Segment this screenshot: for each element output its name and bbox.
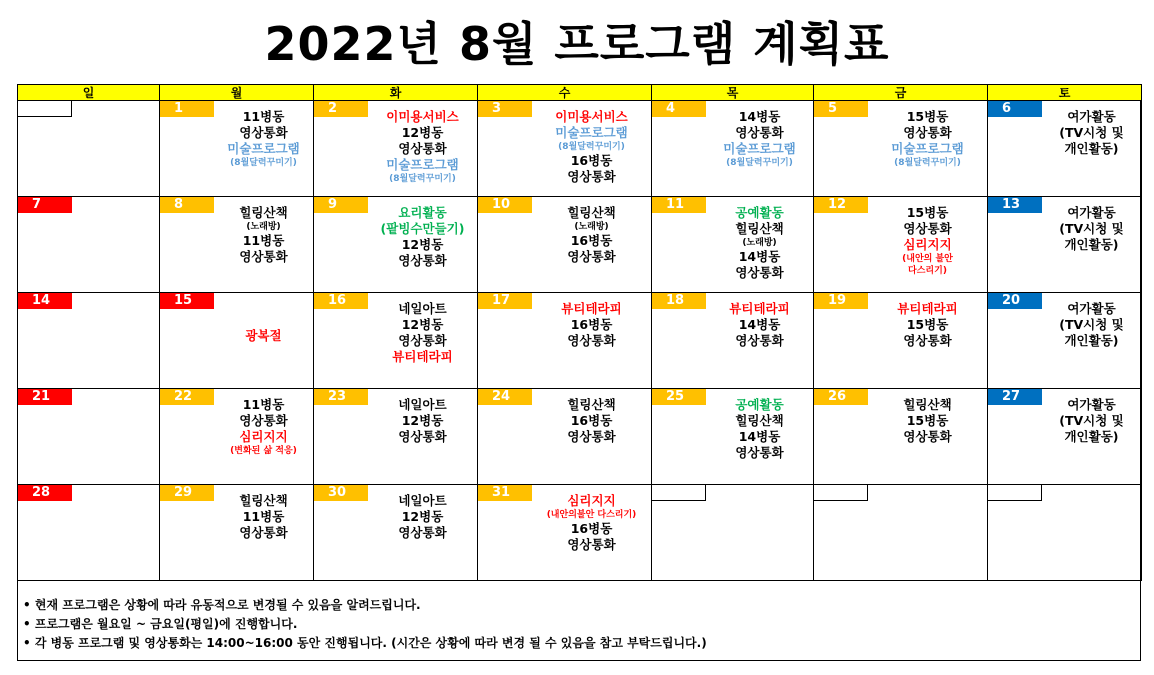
program-line: 뷰티테라피 — [729, 301, 790, 316]
program-line: 15병동 — [906, 109, 949, 124]
program-line: 미술프로그램 — [227, 141, 300, 156]
program-line: 힐링산책 — [239, 493, 288, 508]
weekday-wed: 수 — [478, 85, 652, 101]
day-program — [1042, 397, 1141, 445]
calendar-day-cell — [652, 197, 814, 293]
program-line: 힐링산책 — [567, 397, 616, 412]
program-line: 영상통화 — [398, 333, 447, 348]
day-number: 26 — [814, 389, 868, 405]
day-program — [532, 493, 651, 553]
program-line: 영상통화 — [903, 221, 952, 236]
program-line: 16병동 — [570, 521, 613, 536]
calendar-week-row — [18, 293, 1142, 389]
day-number: 29 — [160, 485, 214, 501]
program-line: (노래방) — [574, 222, 609, 232]
program-line: 심리지지 — [567, 493, 616, 508]
program-line: 영상통화 — [903, 429, 952, 444]
calendar-day-cell — [314, 485, 478, 581]
calendar-day-cell — [814, 101, 988, 197]
program-line: (내안의 불안 — [902, 254, 953, 264]
calendar-day-cell — [652, 389, 814, 485]
calendar-week-row — [18, 197, 1142, 293]
day-program — [868, 109, 987, 169]
program-line: 여가활동 — [1067, 109, 1116, 124]
day-program — [706, 301, 813, 349]
program-line: 영상통화 — [398, 141, 447, 156]
day-program — [214, 109, 313, 169]
calendar-day-cell — [18, 293, 160, 389]
program-line: 뷰티테라피 — [897, 301, 958, 316]
day-number: 8 — [160, 197, 214, 213]
day-number — [814, 485, 868, 501]
weekday-tue: 화 — [314, 85, 478, 101]
day-number: 30 — [314, 485, 368, 501]
program-line: 뷰티테라피 — [561, 301, 622, 316]
program-line: (TV시청 및 — [1059, 221, 1124, 236]
program-line: 14병동 — [738, 317, 781, 332]
program-line: 영상통화 — [398, 429, 447, 444]
program-line: (팥빙수만들기) — [380, 221, 465, 236]
notes — [23, 596, 707, 653]
day-program — [368, 493, 477, 541]
program-line: 개인활동) — [1064, 141, 1119, 156]
day-number: 19 — [814, 293, 868, 309]
calendar-day-cell — [18, 197, 160, 293]
program-line: 11병동 — [242, 233, 285, 248]
program-line: 영상통화 — [567, 169, 616, 184]
program-line: (내안의불안 다스리기) — [546, 510, 637, 520]
program-line: (TV시청 및 — [1059, 413, 1124, 428]
program-line: 15병동 — [906, 205, 949, 220]
program-line: 뷰티테라피 — [392, 349, 453, 364]
calendar-day-cell — [988, 293, 1142, 389]
program-line: (8월달력꾸미기) — [558, 142, 625, 152]
day-program — [368, 109, 477, 185]
program-line: 힐링산책 — [903, 397, 952, 412]
day-program — [214, 328, 313, 344]
day-program — [532, 205, 651, 265]
program-line: 14병동 — [738, 109, 781, 124]
program-line: 개인활동) — [1064, 429, 1119, 444]
weekday-header-row — [18, 85, 1142, 101]
program-line: 영상통화 — [735, 445, 784, 460]
program-line: (TV시청 및 — [1059, 317, 1124, 332]
day-program — [532, 397, 651, 445]
calendar-day-cell — [478, 485, 652, 581]
program-line: 11병동 — [242, 397, 285, 412]
day-program — [1042, 205, 1141, 253]
program-line: 개인활동) — [1064, 237, 1119, 252]
calendar-day-cell — [478, 197, 652, 293]
day-number: 9 — [314, 197, 368, 213]
program-line: 미술프로그램 — [386, 157, 459, 172]
program-line: 영상통화 — [239, 413, 288, 428]
program-line: 12병동 — [401, 125, 444, 140]
program-line: 여가활동 — [1067, 205, 1116, 220]
day-number: 2 — [314, 101, 368, 117]
program-line: 16병동 — [570, 317, 613, 332]
day-number: 14 — [18, 293, 72, 309]
program-line: (TV시청 및 — [1059, 125, 1124, 140]
day-number: 25 — [652, 389, 706, 405]
program-line: 미술프로그램 — [555, 125, 628, 140]
weekday-thu: 목 — [652, 85, 814, 101]
day-program — [214, 205, 313, 265]
day-number: 22 — [160, 389, 214, 405]
calendar-day-cell — [160, 293, 314, 389]
day-number: 11 — [652, 197, 706, 213]
program-line: 광복절 — [245, 328, 282, 343]
program-line: (8월달력꾸미기) — [726, 158, 793, 168]
program-line: 네일아트 — [398, 397, 447, 412]
weekday-sat: 토 — [988, 85, 1142, 101]
program-line: 16병동 — [570, 233, 613, 248]
day-program — [706, 205, 813, 281]
note-item: • 각 병동 프로그램 및 영상통화는 14:00~16:00 동안 진행됩니다. (시간은 상황에 따라 변경 될 수 있음을 참고 부탁드립니다.) — [23, 636, 707, 650]
program-line: 요리활동 — [398, 205, 447, 220]
calendar-day-cell — [314, 293, 478, 389]
day-number: 1 — [160, 101, 214, 117]
program-line: 영상통화 — [735, 333, 784, 348]
day-number: 16 — [314, 293, 368, 309]
program-line: 영상통화 — [567, 429, 616, 444]
calendar-day-cell — [652, 293, 814, 389]
calendar-day-cell — [478, 293, 652, 389]
program-line: 네일아트 — [398, 301, 447, 316]
program-line: 영상통화 — [567, 249, 616, 264]
day-number: 24 — [478, 389, 532, 405]
calendar-day-cell — [652, 485, 814, 581]
calendar-day-cell — [814, 485, 988, 581]
day-program — [1042, 301, 1141, 349]
program-line: 심리지지 — [239, 429, 288, 444]
day-program — [214, 493, 313, 541]
day-number — [652, 485, 706, 501]
program-line: 영상통화 — [239, 525, 288, 540]
weekday-mon: 월 — [160, 85, 314, 101]
calendar-week-row — [18, 101, 1142, 197]
day-program — [706, 109, 813, 169]
day-number: 28 — [18, 485, 72, 501]
day-program — [532, 109, 651, 185]
program-line: 12병동 — [401, 509, 444, 524]
program-line: 16병동 — [570, 413, 613, 428]
program-line: 힐링산책 — [239, 205, 288, 220]
program-line: 15병동 — [906, 317, 949, 332]
calendar-day-cell — [988, 389, 1142, 485]
calendar-day-cell — [314, 197, 478, 293]
calendar-day-cell — [314, 389, 478, 485]
program-line: 영상통화 — [735, 265, 784, 280]
calendar-week-row — [18, 485, 1142, 581]
day-number: 21 — [18, 389, 72, 405]
calendar-day-cell — [18, 485, 160, 581]
day-number: 17 — [478, 293, 532, 309]
day-number: 5 — [814, 101, 868, 117]
calendar-day-cell — [160, 197, 314, 293]
calendar-day-cell — [988, 197, 1142, 293]
program-line: 영상통화 — [239, 125, 288, 140]
program-line: 12병동 — [401, 317, 444, 332]
day-number: 15 — [160, 293, 214, 309]
program-line: 11병동 — [242, 509, 285, 524]
day-number: 31 — [478, 485, 532, 501]
program-line: (노래방) — [742, 238, 777, 248]
day-number: 13 — [988, 197, 1042, 213]
weekday-sun: 일 — [18, 85, 160, 101]
day-program — [1042, 109, 1141, 157]
day-number: 20 — [988, 293, 1042, 309]
program-line: 심리지지 — [903, 237, 952, 252]
program-line: 다스리기) — [908, 266, 947, 276]
program-line: 이미용서비스 — [555, 109, 628, 124]
day-number: 23 — [314, 389, 368, 405]
note-item: • 현재 프로그램은 상황에 따라 유동적으로 변경될 수 있음을 알려드립니다. — [23, 598, 421, 612]
program-line: (8월달력꾸미기) — [894, 158, 961, 168]
program-line: 영상통화 — [735, 125, 784, 140]
program-line: (노래방) — [246, 222, 281, 232]
program-line: 힐링산책 — [735, 413, 784, 428]
day-number — [18, 101, 72, 117]
program-line: (8월달력꾸미기) — [389, 174, 456, 184]
calendar-day-cell — [988, 101, 1142, 197]
day-program — [368, 301, 477, 365]
calendar-week-row — [18, 389, 1142, 485]
calendar-day-cell — [160, 389, 314, 485]
program-line: 힐링산책 — [735, 221, 784, 236]
program-line: 공예활동 — [735, 397, 784, 412]
program-line: 영상통화 — [903, 125, 952, 140]
day-program — [868, 205, 987, 277]
calendar-day-cell — [160, 485, 314, 581]
program-line: 영상통화 — [567, 537, 616, 552]
calendar-day-cell — [478, 389, 652, 485]
day-program — [368, 397, 477, 445]
calendar-day-cell — [18, 101, 160, 197]
program-line: 12병동 — [401, 237, 444, 252]
program-line: 영상통화 — [567, 333, 616, 348]
day-number — [988, 485, 1042, 501]
program-line: 영상통화 — [398, 525, 447, 540]
calendar-day-cell — [314, 101, 478, 197]
calendar-day-cell — [160, 101, 314, 197]
day-number: 4 — [652, 101, 706, 117]
day-number: 3 — [478, 101, 532, 117]
calendar-day-cell — [988, 485, 1142, 581]
program-line: 영상통화 — [239, 249, 288, 264]
program-line: 영상통화 — [903, 333, 952, 348]
program-line: 여가활동 — [1067, 397, 1116, 412]
program-line: 미술프로그램 — [891, 141, 964, 156]
program-line: 미술프로그램 — [723, 141, 796, 156]
program-line: 14병동 — [738, 429, 781, 444]
program-line: (변화된 삶 적응) — [230, 446, 297, 456]
program-line: 영상통화 — [398, 253, 447, 268]
day-program — [368, 205, 477, 269]
program-line: (8월달력꾸미기) — [230, 158, 297, 168]
program-line: 11병동 — [242, 109, 285, 124]
program-line: 네일아트 — [398, 493, 447, 508]
program-line: 15병동 — [906, 413, 949, 428]
program-line: 개인활동) — [1064, 333, 1119, 348]
program-line: 12병동 — [401, 413, 444, 428]
program-line: 이미용서비스 — [386, 109, 459, 124]
calendar-day-cell — [478, 101, 652, 197]
calendar-day-cell — [18, 389, 160, 485]
day-program — [214, 397, 313, 457]
calendar-table — [17, 84, 1142, 581]
day-program — [706, 397, 813, 461]
day-program — [532, 301, 651, 349]
note-item: • 프로그램은 월요일 ~ 금요일(평일)에 진행합니다. — [23, 617, 298, 631]
weekday-fri: 금 — [814, 85, 988, 101]
day-number: 7 — [18, 197, 72, 213]
program-line: 힐링산책 — [567, 205, 616, 220]
calendar-day-cell — [814, 293, 988, 389]
day-program — [868, 397, 987, 445]
program-line: 여가활동 — [1067, 301, 1116, 316]
day-program — [868, 301, 987, 349]
calendar-day-cell — [652, 101, 814, 197]
day-number: 6 — [988, 101, 1042, 117]
program-line: 14병동 — [738, 249, 781, 264]
calendar-day-cell — [814, 389, 988, 485]
program-line: 16병동 — [570, 153, 613, 168]
calendar-day-cell — [814, 197, 988, 293]
day-number: 27 — [988, 389, 1042, 405]
day-number: 10 — [478, 197, 532, 213]
program-line: 공예활동 — [735, 205, 784, 220]
day-number: 12 — [814, 197, 868, 213]
page-title: 2022년 8월 프로그램 계획표 — [264, 17, 890, 71]
day-number: 18 — [652, 293, 706, 309]
